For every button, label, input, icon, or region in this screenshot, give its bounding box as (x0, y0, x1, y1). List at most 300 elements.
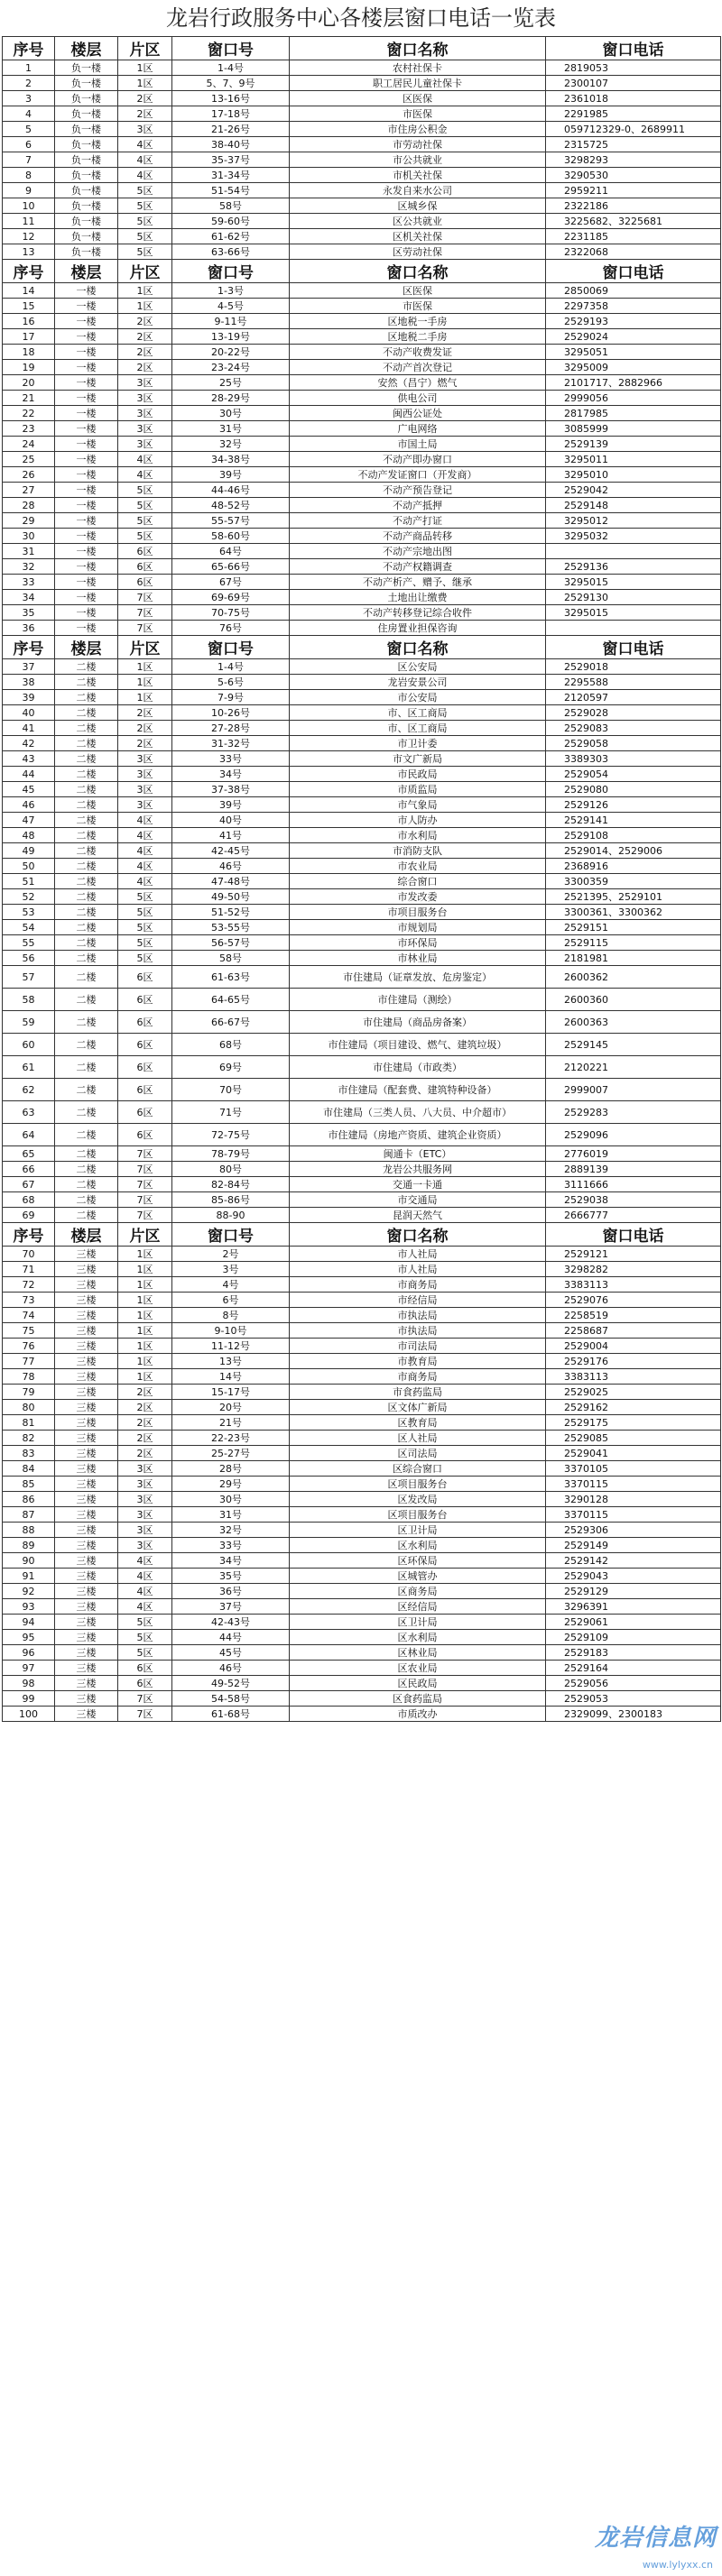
cell-index: 44 (3, 767, 55, 782)
table-row (3, 244, 721, 260)
cell-floor: 三楼 (55, 1385, 118, 1400)
cell-window-name: 市质监局 (290, 782, 546, 797)
cell-window-name: 区机关社保 (290, 229, 546, 244)
cell-zone: 3区 (118, 1507, 172, 1523)
table-row (3, 391, 721, 406)
cell-window-no: 45号 (172, 1645, 290, 1661)
cell-zone: 1区 (118, 1277, 172, 1293)
cell-window-phone: 2999056 (546, 391, 721, 406)
cell-window-name: 区林业局 (290, 1645, 546, 1661)
table-row (3, 1323, 721, 1339)
cell-window-name: 市公共就业 (290, 152, 546, 168)
cell-window-name: 安然（昌宁）燃气 (290, 375, 546, 391)
cell-window-no: 64-65号 (172, 989, 290, 1011)
cell-zone: 5区 (118, 951, 172, 966)
cell-window-name: 市人社局 (290, 1247, 546, 1262)
cell-index: 18 (3, 345, 55, 360)
cell-zone: 2区 (118, 1400, 172, 1415)
cell-window-phone: 2529129 (546, 1584, 721, 1599)
cell-floor: 负一楼 (55, 229, 118, 244)
table-row (3, 1385, 721, 1400)
cell-index: 67 (3, 1177, 55, 1192)
table-row (3, 1308, 721, 1323)
cell-window-phone: 3295009 (546, 360, 721, 375)
cell-floor: 一楼 (55, 314, 118, 329)
phone-directory-table (2, 36, 721, 1722)
cell-index: 50 (3, 859, 55, 874)
cell-index: 1 (3, 60, 55, 76)
cell-window-phone: 2529056 (546, 1676, 721, 1691)
cell-floor: 一楼 (55, 283, 118, 299)
cell-floor: 二楼 (55, 1146, 118, 1162)
cell-zone: 1区 (118, 1262, 172, 1277)
cell-index: 34 (3, 590, 55, 605)
cell-floor: 三楼 (55, 1354, 118, 1369)
cell-zone: 3区 (118, 375, 172, 391)
cell-window-name: 市执法局 (290, 1323, 546, 1339)
cell-zone: 4区 (118, 1599, 172, 1615)
header-index: 序号 (3, 260, 55, 283)
header-floor: 楼层 (55, 260, 118, 283)
cell-index: 77 (3, 1354, 55, 1369)
cell-zone: 2区 (118, 1446, 172, 1461)
cell-window-no: 64号 (172, 544, 290, 559)
cell-window-name: 市、区工商局 (290, 721, 546, 736)
cell-floor: 二楼 (55, 736, 118, 751)
cell-floor: 二楼 (55, 828, 118, 843)
cell-zone: 2区 (118, 91, 172, 106)
table-row (3, 920, 721, 935)
table-row (3, 1011, 721, 1034)
cell-window-name: 区医保 (290, 91, 546, 106)
cell-window-no: 1-3号 (172, 283, 290, 299)
table-row (3, 498, 721, 513)
cell-window-phone: 2529028 (546, 705, 721, 721)
cell-index: 71 (3, 1262, 55, 1277)
cell-zone: 3区 (118, 1477, 172, 1492)
cell-floor: 三楼 (55, 1691, 118, 1707)
cell-floor: 二楼 (55, 1011, 118, 1034)
cell-floor: 三楼 (55, 1599, 118, 1615)
cell-window-no: 61-63号 (172, 966, 290, 989)
cell-floor: 二楼 (55, 751, 118, 767)
cell-zone: 1区 (118, 1323, 172, 1339)
table-row (3, 1676, 721, 1691)
cell-window-name: 职工居民儿童社保卡 (290, 76, 546, 91)
table-row (3, 1661, 721, 1676)
cell-window-phone: 2529126 (546, 797, 721, 813)
cell-floor: 负一楼 (55, 168, 118, 183)
cell-floor: 负一楼 (55, 122, 118, 137)
table-row (3, 1056, 721, 1079)
cell-floor: 二楼 (55, 1162, 118, 1177)
cell-window-no: 33号 (172, 751, 290, 767)
header-index: 序号 (3, 37, 55, 60)
cell-window-name: 区项目服务台 (290, 1477, 546, 1492)
cell-zone: 7区 (118, 1146, 172, 1162)
cell-index: 66 (3, 1162, 55, 1177)
cell-zone: 3区 (118, 421, 172, 437)
cell-window-name: 市司法局 (290, 1339, 546, 1354)
table-row (3, 1523, 721, 1538)
cell-window-phone: 2529080 (546, 782, 721, 797)
cell-index: 2 (3, 76, 55, 91)
table-row (3, 198, 721, 214)
cell-window-no: 1-4号 (172, 659, 290, 675)
cell-zone: 4区 (118, 1553, 172, 1569)
cell-window-phone: 3085999 (546, 421, 721, 437)
cell-window-name: 交通一卡通 (290, 1177, 546, 1192)
cell-window-phone: 2529083 (546, 721, 721, 736)
cell-floor: 一楼 (55, 590, 118, 605)
table-row (3, 1645, 721, 1661)
cell-zone: 4区 (118, 813, 172, 828)
table-row (3, 183, 721, 198)
header-floor: 楼层 (55, 37, 118, 60)
cell-zone: 6区 (118, 544, 172, 559)
cell-zone: 2区 (118, 721, 172, 736)
cell-zone: 3区 (118, 767, 172, 782)
table-row (3, 1177, 721, 1192)
table-row (3, 659, 721, 675)
cell-floor: 三楼 (55, 1262, 118, 1277)
header-window-phone: 窗口电话 (546, 260, 721, 283)
cell-window-phone: 3383113 (546, 1369, 721, 1385)
table-row (3, 797, 721, 813)
cell-floor: 二楼 (55, 859, 118, 874)
cell-zone: 1区 (118, 299, 172, 314)
cell-index: 15 (3, 299, 55, 314)
table-row (3, 1599, 721, 1615)
cell-window-name: 不动产商品转移 (290, 529, 546, 544)
cell-zone: 6区 (118, 966, 172, 989)
cell-window-no: 14号 (172, 1369, 290, 1385)
cell-window-phone: 3370115 (546, 1507, 721, 1523)
table-row (3, 590, 721, 605)
cell-window-phone: 2529058 (546, 736, 721, 751)
cell-index: 36 (3, 621, 55, 636)
cell-window-no: 31号 (172, 1507, 290, 1523)
header-zone: 片区 (118, 636, 172, 659)
cell-window-name: 住房置业担保咨询 (290, 621, 546, 636)
cell-window-name: 不动产收费发证 (290, 345, 546, 360)
cell-window-name: 市商务局 (290, 1277, 546, 1293)
cell-index: 27 (3, 483, 55, 498)
cell-floor: 二楼 (55, 843, 118, 859)
cell-floor: 三楼 (55, 1277, 118, 1293)
cell-index: 76 (3, 1339, 55, 1354)
table-row (3, 406, 721, 421)
cell-index: 59 (3, 1011, 55, 1034)
cell-window-phone: 2850069 (546, 283, 721, 299)
cell-index: 47 (3, 813, 55, 828)
cell-floor: 二楼 (55, 1208, 118, 1223)
cell-window-phone: 2322068 (546, 244, 721, 260)
cell-window-no: 61-68号 (172, 1707, 290, 1722)
cell-window-phone: 2529108 (546, 828, 721, 843)
cell-index: 14 (3, 283, 55, 299)
cell-zone: 3区 (118, 797, 172, 813)
cell-floor: 三楼 (55, 1293, 118, 1308)
cell-window-name: 区医保 (290, 283, 546, 299)
cell-window-phone: 2521395、2529101 (546, 889, 721, 905)
cell-window-no: 34号 (172, 1553, 290, 1569)
cell-window-no: 88-90 (172, 1208, 290, 1223)
table-row (3, 229, 721, 244)
cell-floor: 一楼 (55, 345, 118, 360)
cell-floor: 一楼 (55, 467, 118, 483)
cell-zone: 1区 (118, 1293, 172, 1308)
table-row (3, 1584, 721, 1599)
table-row (3, 1492, 721, 1507)
cell-zone: 3区 (118, 406, 172, 421)
cell-zone: 6区 (118, 1676, 172, 1691)
cell-window-no: 85-86号 (172, 1192, 290, 1208)
cell-index: 28 (3, 498, 55, 513)
cell-window-phone: 2529145 (546, 1034, 721, 1056)
cell-window-no: 51-54号 (172, 183, 290, 198)
cell-floor: 负一楼 (55, 60, 118, 76)
cell-zone: 6区 (118, 989, 172, 1011)
cell-index: 17 (3, 329, 55, 345)
cell-window-phone: 2600363 (546, 1011, 721, 1034)
cell-index: 31 (3, 544, 55, 559)
cell-index: 5 (3, 122, 55, 137)
cell-window-phone: 2529162 (546, 1400, 721, 1415)
cell-index: 87 (3, 1507, 55, 1523)
table-row (3, 828, 721, 843)
cell-index: 49 (3, 843, 55, 859)
table-row (3, 483, 721, 498)
cell-window-name: 广电网络 (290, 421, 546, 437)
cell-floor: 三楼 (55, 1369, 118, 1385)
cell-index: 100 (3, 1707, 55, 1722)
cell-window-no: 3号 (172, 1262, 290, 1277)
table-row (3, 721, 721, 736)
watermark-url: www.lylyxx.cn (642, 2559, 713, 2571)
cell-zone: 7区 (118, 621, 172, 636)
table-row (3, 889, 721, 905)
cell-index: 12 (3, 229, 55, 244)
table-row (3, 1354, 721, 1369)
cell-index: 55 (3, 935, 55, 951)
cell-window-name: 农村社保卡 (290, 60, 546, 76)
cell-zone: 5区 (118, 498, 172, 513)
table-row (3, 767, 721, 782)
cell-window-no: 23-24号 (172, 360, 290, 375)
cell-index: 16 (3, 314, 55, 329)
cell-window-phone: 2322186 (546, 198, 721, 214)
cell-index: 74 (3, 1308, 55, 1323)
cell-floor: 二楼 (55, 1101, 118, 1124)
table-row (3, 137, 721, 152)
cell-index: 9 (3, 183, 55, 198)
cell-window-no: 76号 (172, 621, 290, 636)
cell-zone: 7区 (118, 1192, 172, 1208)
cell-zone: 3区 (118, 1461, 172, 1477)
cell-window-phone: 2529306 (546, 1523, 721, 1538)
cell-window-no: 20号 (172, 1400, 290, 1415)
cell-window-name: 市食药监局 (290, 1385, 546, 1400)
table-row (3, 452, 721, 467)
cell-window-no: 13-19号 (172, 329, 290, 345)
cell-floor: 三楼 (55, 1553, 118, 1569)
cell-index: 22 (3, 406, 55, 421)
table-row (3, 859, 721, 874)
cell-window-phone: 2529038 (546, 1192, 721, 1208)
cell-index: 13 (3, 244, 55, 260)
cell-window-phone: 3295051 (546, 345, 721, 360)
cell-window-no: 44号 (172, 1630, 290, 1645)
cell-window-name: 市住建局（房地产资质、建筑企业资质） (290, 1124, 546, 1146)
cell-window-name: 土地出让缴费 (290, 590, 546, 605)
cell-floor: 三楼 (55, 1615, 118, 1630)
cell-window-phone: 2999007 (546, 1079, 721, 1101)
cell-window-no: 55-57号 (172, 513, 290, 529)
page-title: 龙岩行政服务中心各楼层窗口电话一览表 (166, 5, 556, 31)
cell-zone: 6区 (118, 1034, 172, 1056)
cell-index: 96 (3, 1645, 55, 1661)
table-row (3, 214, 721, 229)
table-row (3, 1369, 721, 1385)
cell-zone: 6区 (118, 1056, 172, 1079)
cell-window-no: 2号 (172, 1247, 290, 1262)
table-row (3, 1277, 721, 1293)
cell-window-phone: 3295010 (546, 467, 721, 483)
cell-zone: 5区 (118, 889, 172, 905)
header-window-phone: 窗口电话 (546, 37, 721, 60)
cell-floor: 二楼 (55, 675, 118, 690)
table-row (3, 76, 721, 91)
cell-index: 40 (3, 705, 55, 721)
cell-window-phone: 3298282 (546, 1262, 721, 1277)
table-row (3, 106, 721, 122)
table-row (3, 621, 721, 636)
table-row (3, 1461, 721, 1477)
cell-window-phone: 2529018 (546, 659, 721, 675)
cell-window-no: 58号 (172, 198, 290, 214)
cell-floor: 二楼 (55, 920, 118, 935)
cell-window-name: 市住建局（证章发放、危房鉴定） (290, 966, 546, 989)
cell-window-no: 44-46号 (172, 483, 290, 498)
cell-window-no: 49-52号 (172, 1676, 290, 1691)
cell-window-name: 区综合窗口 (290, 1461, 546, 1477)
cell-zone: 6区 (118, 1661, 172, 1676)
cell-window-no: 65-66号 (172, 559, 290, 575)
cell-window-name: 市环保局 (290, 935, 546, 951)
cell-window-phone: 3370105 (546, 1461, 721, 1477)
cell-window-no: 13-16号 (172, 91, 290, 106)
cell-window-phone: 2529283 (546, 1101, 721, 1124)
cell-index: 79 (3, 1385, 55, 1400)
cell-floor: 负一楼 (55, 152, 118, 168)
cell-index: 21 (3, 391, 55, 406)
table-row (3, 314, 721, 329)
cell-window-name: 市教育局 (290, 1354, 546, 1369)
cell-window-phone: 2529061 (546, 1615, 721, 1630)
cell-floor: 三楼 (55, 1584, 118, 1599)
cell-floor: 负一楼 (55, 183, 118, 198)
cell-floor: 一楼 (55, 299, 118, 314)
cell-window-name: 市卫计委 (290, 736, 546, 751)
table-row (3, 544, 721, 559)
cell-floor: 三楼 (55, 1492, 118, 1507)
cell-window-phone: 3298293 (546, 152, 721, 168)
cell-window-no: 9-10号 (172, 1323, 290, 1339)
table-row (3, 467, 721, 483)
cell-floor: 一楼 (55, 406, 118, 421)
cell-zone: 1区 (118, 690, 172, 705)
cell-index: 45 (3, 782, 55, 797)
cell-index: 19 (3, 360, 55, 375)
table-row (3, 1415, 721, 1431)
cell-zone: 6区 (118, 1124, 172, 1146)
cell-window-phone: 2666777 (546, 1208, 721, 1223)
cell-zone: 6区 (118, 1011, 172, 1034)
cell-window-phone: 3290128 (546, 1492, 721, 1507)
header-row (3, 1223, 721, 1247)
table-row (3, 1691, 721, 1707)
cell-window-no: 39号 (172, 467, 290, 483)
cell-window-phone: 2120221 (546, 1056, 721, 1079)
cell-zone: 1区 (118, 659, 172, 675)
cell-index: 80 (3, 1400, 55, 1415)
cell-window-name: 区水利局 (290, 1538, 546, 1553)
cell-window-name: 不动产首次登记 (290, 360, 546, 375)
cell-window-name: 区经信局 (290, 1599, 546, 1615)
cell-index: 41 (3, 721, 55, 736)
cell-window-no: 25号 (172, 375, 290, 391)
cell-index: 92 (3, 1584, 55, 1599)
cell-zone: 3区 (118, 1492, 172, 1507)
header-row (3, 37, 721, 60)
cell-floor: 三楼 (55, 1461, 118, 1477)
cell-window-name: 区食药监局 (290, 1691, 546, 1707)
cell-window-name: 市项目服务台 (290, 905, 546, 920)
cell-floor: 三楼 (55, 1523, 118, 1538)
cell-window-no: 35-37号 (172, 152, 290, 168)
cell-window-no: 37号 (172, 1599, 290, 1615)
cell-window-no: 67号 (172, 575, 290, 590)
cell-window-no: 9-11号 (172, 314, 290, 329)
cell-window-name: 不动产打证 (290, 513, 546, 529)
cell-zone: 3区 (118, 122, 172, 137)
cell-window-name: 区农业局 (290, 1661, 546, 1676)
cell-zone: 3区 (118, 751, 172, 767)
cell-index: 89 (3, 1538, 55, 1553)
cell-window-name: 闽通卡（ETC） (290, 1146, 546, 1162)
cell-window-phone: 3389303 (546, 751, 721, 767)
cell-window-no: 68号 (172, 1034, 290, 1056)
cell-window-no: 15-17号 (172, 1385, 290, 1400)
table-row (3, 421, 721, 437)
cell-floor: 二楼 (55, 1124, 118, 1146)
table-row (3, 843, 721, 859)
cell-window-name: 龙岩公共服务网 (290, 1162, 546, 1177)
cell-window-no: 46号 (172, 1661, 290, 1676)
table-row (3, 1431, 721, 1446)
cell-zone: 3区 (118, 391, 172, 406)
table-row (3, 1101, 721, 1124)
cell-zone: 1区 (118, 1354, 172, 1369)
cell-window-name: 区环保局 (290, 1553, 546, 1569)
cell-zone: 4区 (118, 874, 172, 889)
cell-window-phone: 2529025 (546, 1385, 721, 1400)
cell-window-name: 区公安局 (290, 659, 546, 675)
cell-window-phone: 3295015 (546, 605, 721, 621)
cell-index: 7 (3, 152, 55, 168)
cell-floor: 二楼 (55, 767, 118, 782)
